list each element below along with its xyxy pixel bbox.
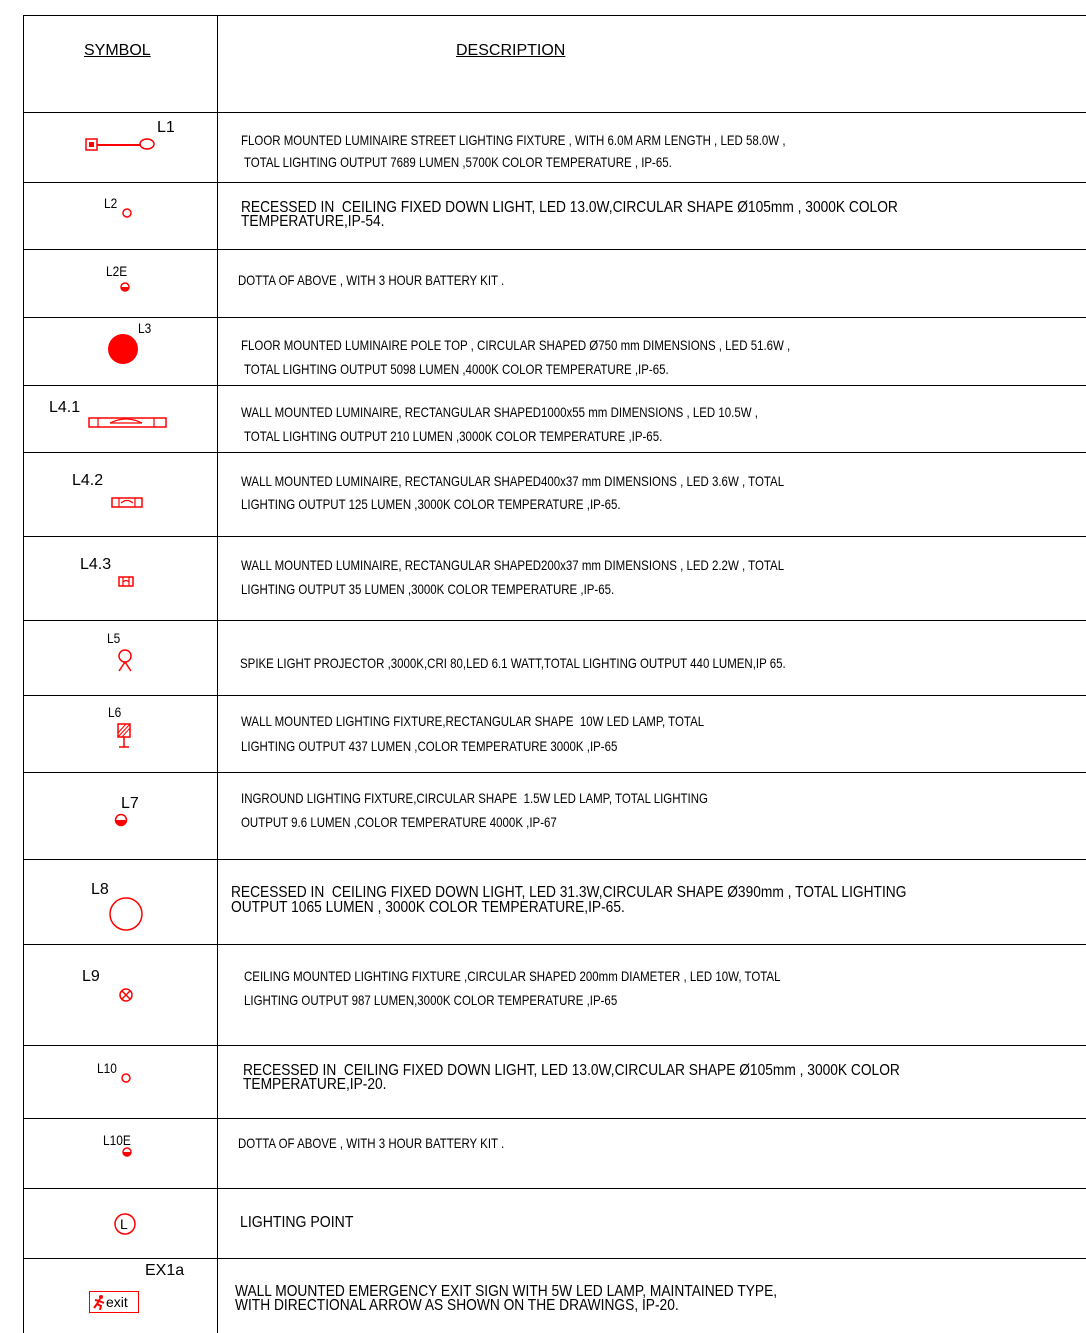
description-line: RECESSED IN CEILING FIXED DOWN LIGHT, LED 13.0W,CIRCULAR SHAPE Ø105mm , 3000K COLOR: [241, 199, 898, 216]
street-light-icon: [85, 135, 157, 155]
description-line: OUTPUT 1065 LUMEN , 3000K COLOR TEMPERATURE,IP-65.: [231, 899, 625, 916]
filled-circle-icon: [107, 333, 141, 367]
description-line: FLOOR MOUNTED LUMINAIRE STREET LIGHTING FIXTURE , WITH 6.0M ARM LENGTH , LED 58.0W ,: [241, 132, 786, 148]
description-line: TEMPERATURE,IP-54.: [241, 213, 385, 230]
row-divider: [23, 317, 1086, 318]
row-divider: [23, 1258, 1086, 1259]
small-circle-icon: [119, 1071, 133, 1085]
symbol-code: L3: [138, 320, 152, 336]
description-line: LIGHTING OUTPUT 437 LUMEN ,COLOR TEMPERATURE 3000K ,IP-65: [241, 738, 618, 754]
linear-wall-light-icon: [88, 415, 168, 429]
description-line: CEILING MOUNTED LIGHTING FIXTURE ,CIRCULAR SHAPED 200mm DIAMETER , LED 10W, TOTAL: [244, 968, 781, 984]
symbol-code: L2: [104, 195, 118, 211]
row-divider: [23, 1045, 1086, 1046]
symbol-code: L4.3: [80, 556, 112, 573]
symbol-code: L2E: [106, 263, 128, 279]
emergency-light-icon: [120, 1145, 134, 1159]
exit-sign-text: exit: [106, 1294, 128, 1310]
row-divider: [23, 1188, 1086, 1189]
symbol-code: L7: [121, 795, 139, 812]
description-line: TOTAL LIGHTING OUTPUT 5098 LUMEN ,4000K COLOR TEMPERATURE ,IP-65.: [241, 361, 669, 377]
description-line: WALL MOUNTED LUMINAIRE, RECTANGULAR SHAPED200x37 mm DIMENSIONS , LED 2.2W , TOTAL: [241, 557, 785, 573]
description-line: DOTTA OF ABOVE , WITH 3 HOUR BATTERY KIT .: [238, 1135, 505, 1151]
symbol-code: L10E: [103, 1132, 131, 1148]
row-divider: [23, 112, 1086, 113]
symbol-column-header: SYMBOL: [84, 42, 151, 59]
row-divider: [23, 182, 1086, 183]
small-circle-icon: [120, 206, 134, 220]
spike-light-icon: [115, 648, 135, 674]
description-line: WALL MOUNTED LUMINAIRE, RECTANGULAR SHAPED1000x55 mm DIMENSIONS , LED 10.5W ,: [241, 404, 758, 420]
description-line: RECESSED IN CEILING FIXED DOWN LIGHT, LED 13.0W,CIRCULAR SHAPE Ø105mm , 3000K COLOR: [243, 1062, 900, 1079]
symbol-code: EX1a: [145, 1262, 185, 1279]
description-column-header: DESCRIPTION: [456, 42, 566, 59]
description-line: TOTAL LIGHTING OUTPUT 210 LUMEN ,3000K COLOR TEMPERATURE ,IP-65.: [241, 428, 663, 444]
exit-sign-icon: [89, 1291, 139, 1313]
description-line: LIGHTING POINT: [240, 1214, 354, 1231]
row-divider: [23, 772, 1086, 773]
lighting-point-code: L: [120, 1216, 128, 1232]
symbol-code: L4.2: [72, 472, 104, 489]
crossed-circle-icon: [117, 986, 135, 1004]
description-line: FLOOR MOUNTED LUMINAIRE POLE TOP , CIRCULAR SHAPED Ø750 mm DIMENSIONS , LED 51.6W ,: [241, 337, 791, 353]
description-line: LIGHTING OUTPUT 987 LUMEN,3000K COLOR TEMPERATURE ,IP-65: [244, 992, 618, 1008]
large-circle-icon: [108, 896, 144, 932]
row-divider: [23, 452, 1086, 453]
description-line: SPIKE LIGHT PROJECTOR ,3000K,CRI 80,LED 6.1 WATT,TOTAL LIGHTING OUTPUT 440 LUMEN,IP 65.: [240, 655, 786, 671]
row-divider: [23, 249, 1086, 250]
description-line: LIGHTING OUTPUT 35 LUMEN ,3000K COLOR TEMPERATURE ,IP-65.: [241, 581, 615, 597]
running-man-icon: [92, 1294, 106, 1310]
column-divider: [217, 15, 218, 1333]
emergency-light-icon: [118, 280, 132, 294]
description-line: WALL MOUNTED EMERGENCY EXIT SIGN WITH 5W LED LAMP, MAINTAINED TYPE,: [235, 1283, 778, 1300]
row-divider: [23, 536, 1086, 537]
wall-fixture-icon: [116, 723, 134, 751]
description-line: OUTPUT 9.6 LUMEN ,COLOR TEMPERATURE 4000K ,IP-67: [241, 814, 557, 830]
row-divider: [23, 859, 1086, 860]
row-divider: [23, 695, 1086, 696]
symbol-code: L4.1: [49, 399, 81, 416]
description-line: LIGHTING OUTPUT 125 LUMEN ,3000K COLOR TEMPERATURE ,IP-65.: [241, 496, 621, 512]
row-divider: [23, 1118, 1086, 1119]
symbol-code: L5: [107, 630, 121, 646]
row-divider: [23, 620, 1086, 621]
description-line: DOTTA OF ABOVE , WITH 3 HOUR BATTERY KIT .: [238, 272, 505, 288]
row-divider: [23, 385, 1086, 386]
symbol-code: L10: [97, 1060, 117, 1076]
description-line: INGROUND LIGHTING FIXTURE,CIRCULAR SHAPE 1.5W LED LAMP, TOTAL LIGHTING: [241, 790, 708, 806]
description-line: WALL MOUNTED LIGHTING FIXTURE,RECTANGULAR SHAPE 10W LED LAMP, TOTAL: [241, 713, 705, 729]
description-line: TOTAL LIGHTING OUTPUT 7689 LUMEN ,5700K COLOR TEMPERATURE , IP-65.: [241, 154, 672, 170]
symbol-code: L6: [108, 704, 122, 720]
description-line: RECESSED IN CEILING FIXED DOWN LIGHT, LED 31.3W,CIRCULAR SHAPE Ø390mm , TOTAL LIGHTING: [231, 884, 907, 901]
tiny-wall-light-icon: [118, 575, 136, 589]
row-divider: [23, 944, 1086, 945]
symbol-code: L9: [82, 968, 100, 985]
symbol-code: L1: [157, 119, 175, 136]
inground-light-icon: [113, 812, 129, 828]
description-line: WITH DIRECTIONAL ARROW AS SHOWN ON THE DRAWINGS, IP-20.: [235, 1297, 679, 1314]
description-line: TEMPERATURE,IP-20.: [243, 1076, 387, 1093]
description-line: WALL MOUNTED LUMINAIRE, RECTANGULAR SHAPED400x37 mm DIMENSIONS , LED 3.6W , TOTAL: [241, 473, 785, 489]
symbol-code: L8: [91, 881, 109, 898]
short-wall-light-icon: [111, 496, 145, 510]
